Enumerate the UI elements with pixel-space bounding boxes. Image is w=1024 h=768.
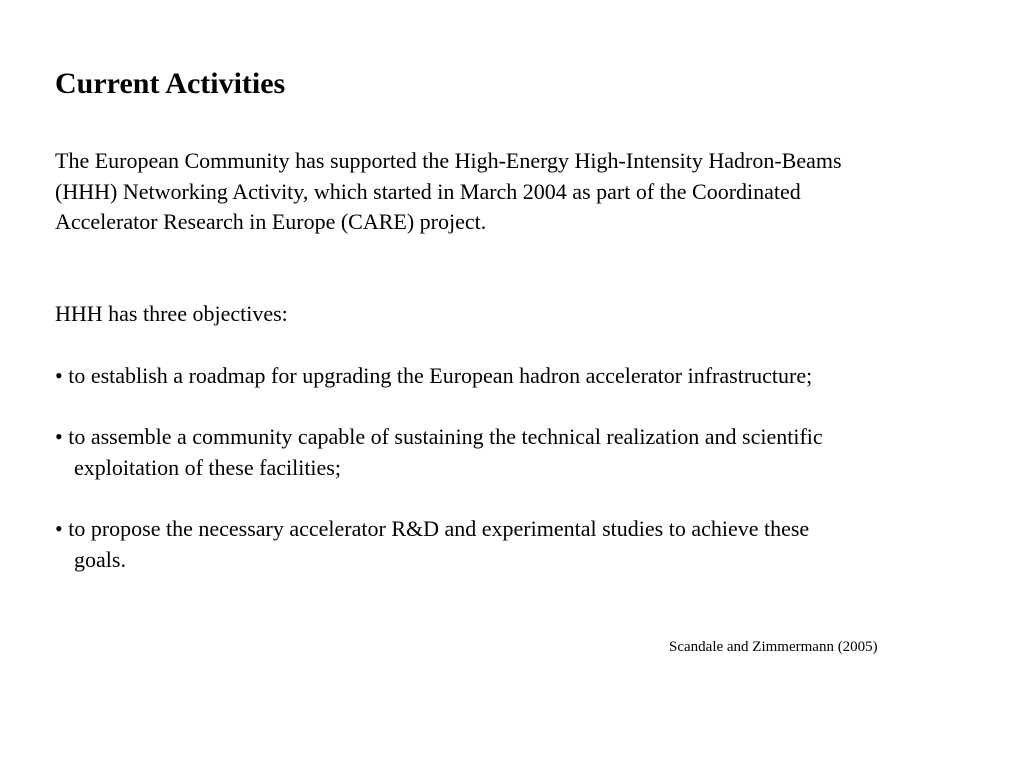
objective-bullet — [55, 514, 809, 575]
slide-title: Current Activities — [55, 67, 286, 100]
intro-line: (HHH) Networking Activity, which started in March 2004 as part of the Coordinated — [55, 178, 801, 204]
objectives-heading: HHH has three objectives: — [55, 301, 288, 326]
intro-line: Accelerator Research in Europe (CARE) project. — [55, 209, 487, 234]
objective-bullet-line: • to propose the necessary accelerator R&D and experimental studies to achieve these — [55, 516, 810, 541]
intro-line: The European Community has supported the High-Energy High-Intensity Hadron-Beams — [55, 148, 842, 173]
objective-bullet-line: • to assemble a community capable of sustaining the technical realization and scientific — [55, 424, 823, 449]
objective-bullet — [55, 361, 812, 392]
citation: Scandale and Zimmermann (2005) — [669, 639, 878, 655]
objective-bullet-continuation: exploitation of these facilities; — [74, 454, 341, 480]
objective-bullet-continuation: goals. — [74, 546, 126, 572]
objective-bullet — [55, 422, 823, 483]
intro-paragraph — [55, 146, 842, 238]
objective-bullet-line: • to establish a roadmap for upgrading the European hadron accelerator infrastructure; — [55, 363, 813, 388]
